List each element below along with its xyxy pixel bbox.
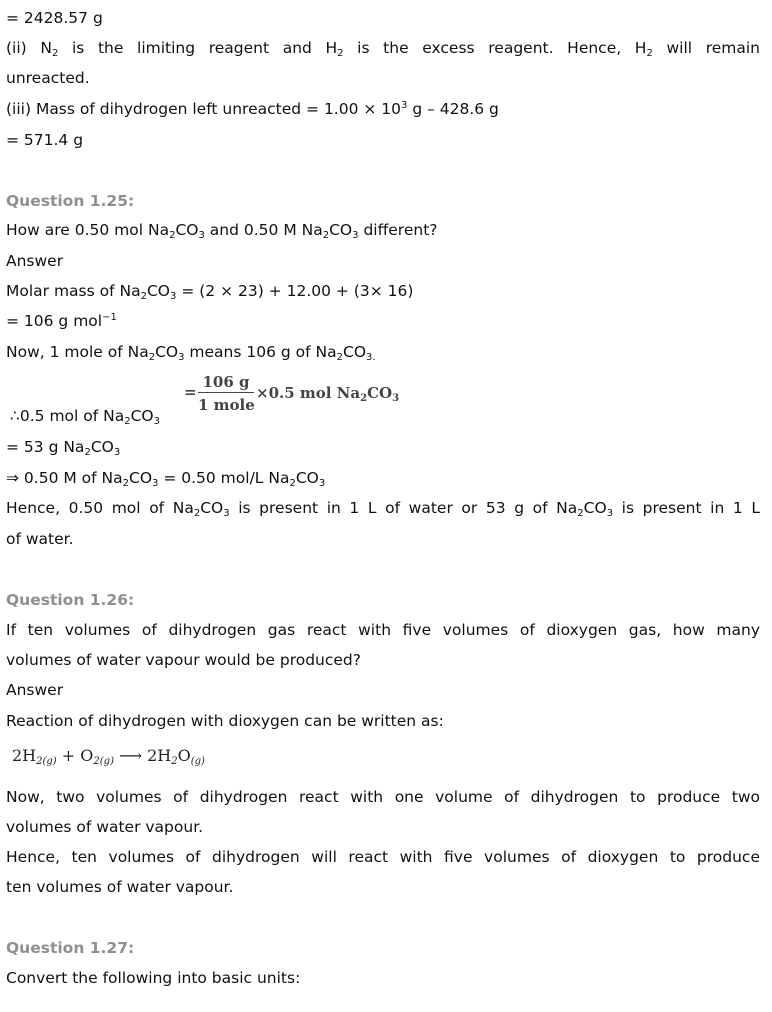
reaction-equation: $2H_{2(g)} + O_{2(g)}$ ⟶ $2H_2O_{(g)}$ (12, 746, 205, 767)
question-title: Question 1.27: (6, 939, 135, 957)
question-text: How are 0.50 mol $Na_2CO_3$ and 0.50 M $Na_2CO_3$ different? (6, 221, 438, 241)
fraction-multiplier: ×0.5 mol $Na_2CO_3$ (256, 384, 400, 404)
text-line: = 53 g $Na_2CO_3$ (6, 438, 121, 458)
question-title: Question 1.25: (6, 192, 135, 210)
text-line: Hence, 0.50 mol of $Na_2CO_3$ is present in 1 L of water or 53 g of $Na_2CO_3$ is present in 1 L (6, 499, 760, 519)
question-text: If ten volumes of dihydrogen gas react with five volumes of dioxygen gas, how many (6, 621, 760, 639)
text-line: (ii) $N_2$ is the limiting reagent and $H_2$ is the excess reagent. Hence, $H_2$ will remain (6, 39, 760, 59)
answer-label: Answer (6, 681, 64, 699)
equals-sign: = (184, 383, 197, 401)
text-line: unreacted. (6, 69, 90, 87)
fraction-denominator: 1 mole (198, 396, 255, 414)
text-line: = 106 g mol$^{-1}$ (6, 312, 117, 330)
fraction-bar (198, 392, 254, 393)
text-line: Reaction of dihydrogen with dioxygen can be written as: (6, 712, 444, 730)
text-line: ∴0.5 mol of $Na_2CO_3$ (10, 407, 160, 427)
text-line: (iii) Mass of dihydrogen left unreacted = $1.00 \times 10^3$ g – 428.6 g (6, 100, 499, 118)
text-line: volumes of water vapour. (6, 818, 204, 836)
answer-label: Answer (6, 252, 64, 270)
text-line: = 571.4 g (6, 131, 84, 149)
question-text: Convert the following into basic units: (6, 969, 301, 987)
text-line: ten volumes of water vapour. (6, 878, 234, 896)
text-line: Hence, ten volumes of dihydrogen will react with five volumes of dioxygen to produce (6, 848, 760, 866)
question-title: Question 1.26: (6, 591, 135, 609)
text-line: Now, 1 mole of $Na_2CO_3$ means 106 g of $Na_2CO_{3.}$ (6, 343, 376, 363)
arrow-icon: ⟶ (119, 746, 143, 765)
fraction-numerator: 106 g (202, 373, 250, 391)
text-line: of water. (6, 530, 74, 548)
question-text: volumes of water vapour would be produced? (6, 651, 361, 669)
text-line: = 2428.57 g (6, 9, 103, 27)
document-page (6, 0, 766, 1012)
fraction-equation (184, 372, 444, 428)
text-line: ⇒ 0.50 M of $Na_2CO_3 = 0.50$ mol/L $Na_2CO_3$ (6, 469, 326, 489)
text-line: Now, two volumes of dihydrogen react with one volume of dihydrogen to produce two (6, 788, 760, 806)
text-line: Molar mass of $Na_2CO_3 = (2 \times 23) + 12.00 + (3\times 16)$ (6, 282, 414, 302)
